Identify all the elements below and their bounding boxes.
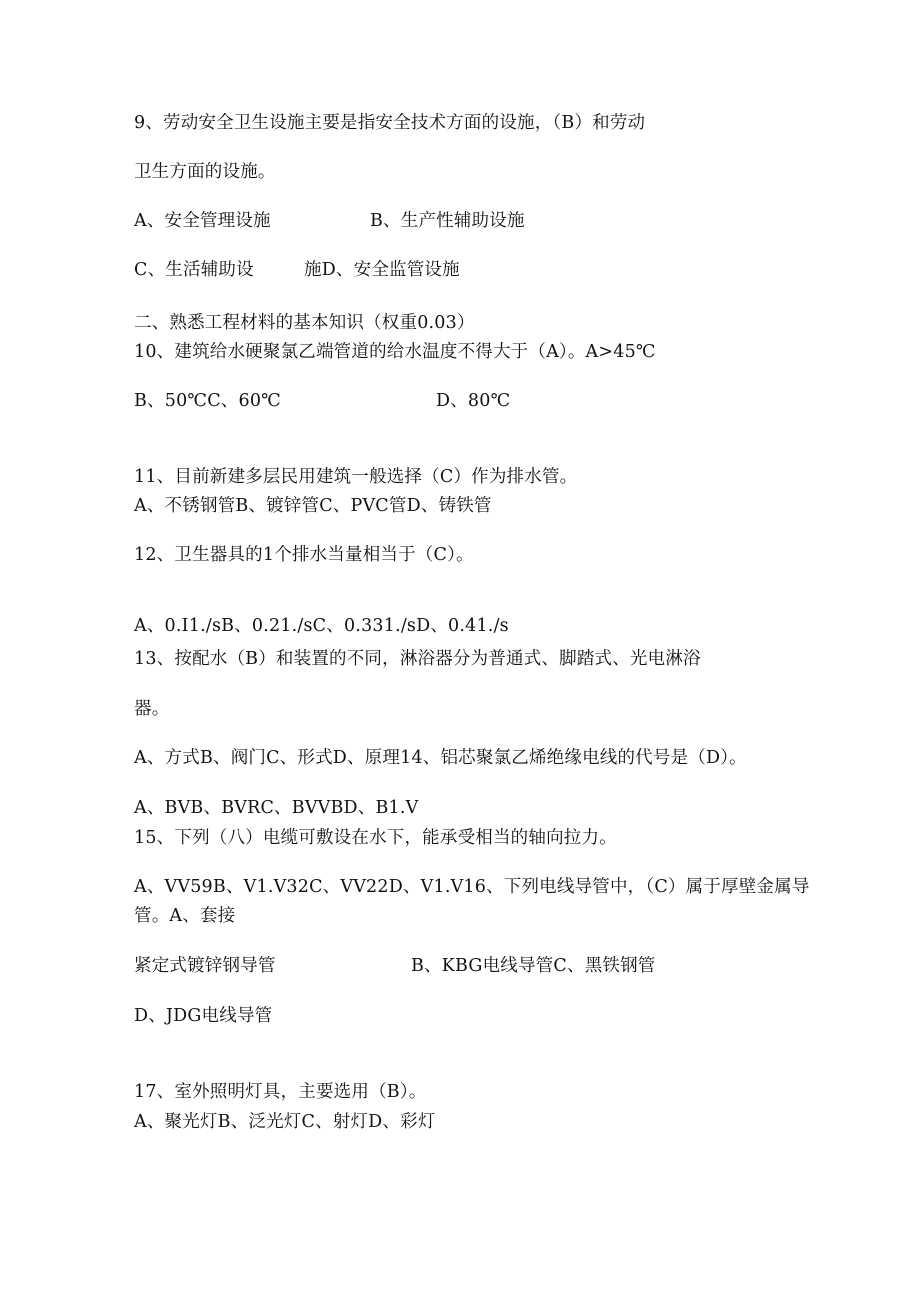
question-10-option-d: D、80℃	[436, 391, 511, 411]
question-16-line-2: 管。A、套接	[134, 906, 236, 926]
question-17: 17、室外照明灯具，主要选用（B）。	[134, 1082, 427, 1102]
question-13-line-2: 器。	[134, 699, 170, 719]
question-9-option-b: B、生产性辅助设施	[370, 211, 525, 231]
question-12-options: A、0.I1./sB、0.21./sC、0.331./sD、0.41./s	[134, 616, 509, 636]
question-15-options-and-question-16: A、VV59B、V1.V32C、VV22D、V1.V16、下列电线导管中，（C）属于厚壁金属导	[134, 877, 810, 897]
question-9-line-1: 9、劳动安全卫生设施主要是指安全技术方面的设施，（B）和劳动	[134, 113, 646, 133]
question-14-options: A、BVB、BVRC、BVVBD、B1.V	[134, 798, 419, 818]
question-12: 12、卫生器具的1个排水当量相当于（C）。	[134, 545, 474, 565]
question-13-options-and-question-14: A、方式B、阀门C、形式D、原理14、铝芯聚氯乙烯绝缘电线的代号是（D）。	[134, 748, 747, 768]
question-9-option-c: C、生活辅助设	[134, 260, 254, 280]
section-heading-2: 二、熟悉工程材料的基本知识（权重0.03）	[134, 313, 475, 333]
question-15: 15、下列（八）电缆可敷设在水下，能承受相当的轴向拉力。	[134, 828, 617, 848]
question-10-options-bc: B、50℃C、60℃	[134, 391, 281, 411]
question-11: 11、目前新建多层民用建筑一般选择（C）作为排水管。	[134, 467, 578, 487]
question-13-line-1: 13、按配水（B）和装置的不同，淋浴器分为普通式、脚踏式、光电淋浴	[134, 649, 701, 669]
question-10: 10、建筑给水硬聚氯乙端管道的给水温度不得大于（A）。A>45℃	[134, 342, 656, 362]
question-11-options: A、不锈钢管B、镀锌管C、PVC管D、铸铁管	[134, 496, 492, 516]
question-17-options: A、聚光灯B、泛光灯C、射灯D、彩灯	[134, 1112, 436, 1132]
question-9-line-2: 卫生方面的设施。	[134, 162, 276, 182]
question-16-options-bc: B、KBG电线导管C、黑铁钢管	[411, 956, 656, 976]
question-16-option-a-cont: 紧定式镀锌钢导管	[134, 956, 276, 976]
question-16-option-d: D、JDG电线导管	[134, 1006, 273, 1026]
question-9-option-a: A、安全管理设施	[134, 211, 271, 231]
question-9-option-d: 施D、安全监管设施	[304, 260, 460, 280]
